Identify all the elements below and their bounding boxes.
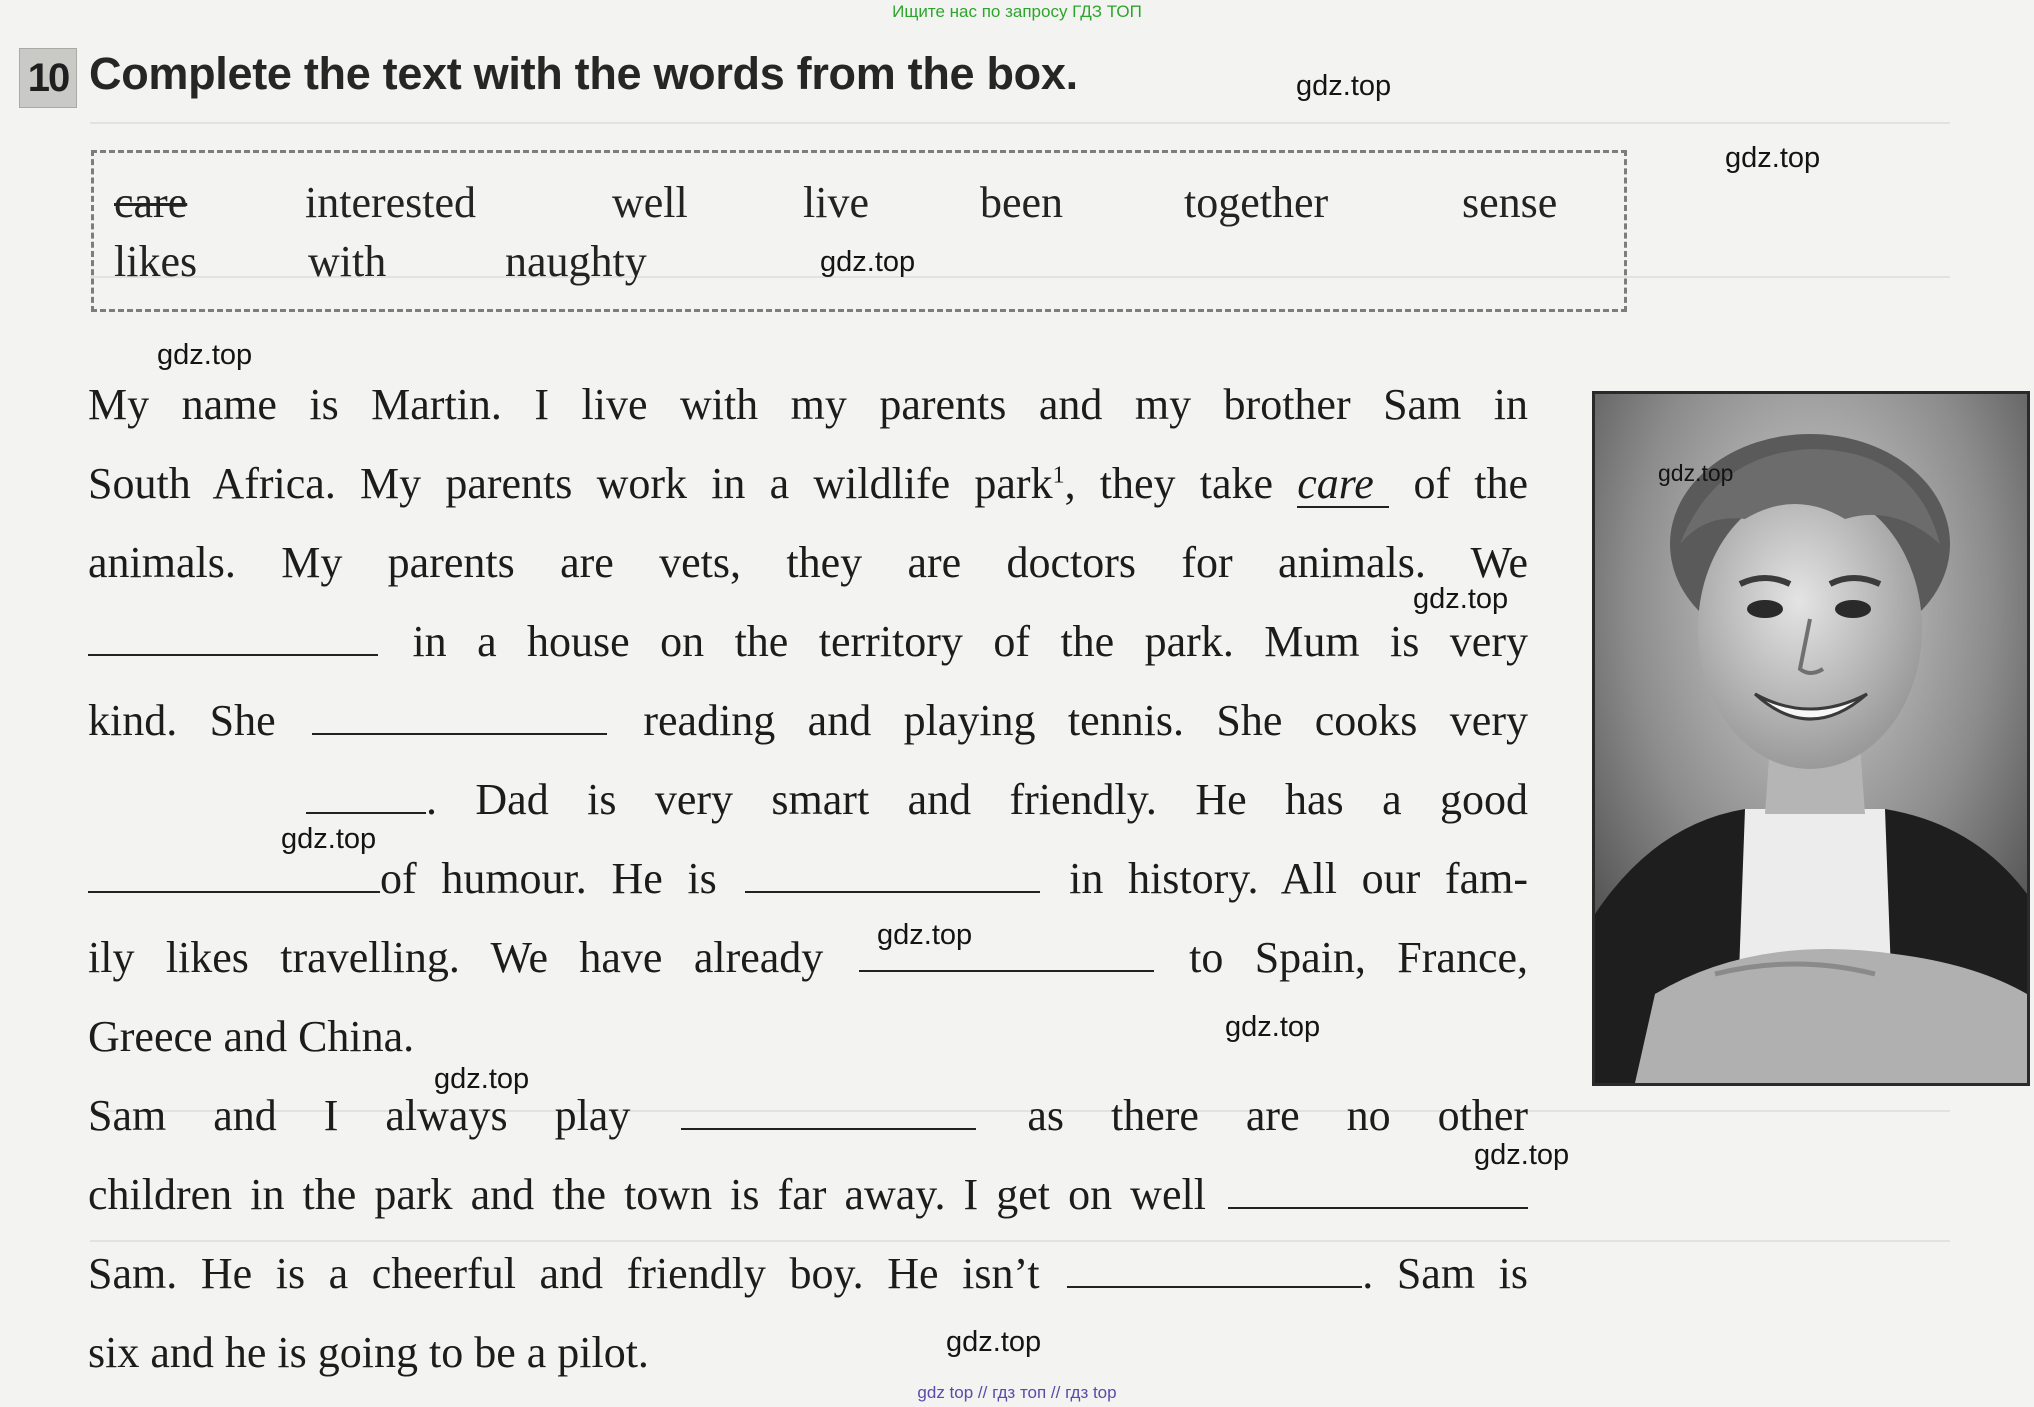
- exercise-instruction: Complete the text with the words from the box.: [89, 48, 1078, 99]
- word-box-word: together: [1184, 178, 1329, 227]
- background-line: [90, 122, 1950, 124]
- word-box-word: with: [308, 237, 387, 286]
- watermark: gdz.top: [1474, 1139, 1570, 1171]
- text-line: kind. She reading and playing tennis. She cooks very: [88, 696, 1528, 745]
- text-line: six and he is going to be a pilot.: [88, 1328, 649, 1377]
- boy-photo-illustration: [1595, 394, 2027, 1083]
- word-box-word: likes: [114, 237, 198, 286]
- text-line: Sam and I always play as there are no other: [88, 1091, 1529, 1140]
- answer-blank[interactable]: [859, 962, 1154, 972]
- word-box: [91, 150, 1627, 312]
- watermark: gdz.top: [281, 823, 377, 855]
- filled-answer: care: [1297, 462, 1389, 508]
- word-box-word: naughty: [505, 237, 647, 286]
- watermark: gdz.top: [1658, 460, 1734, 486]
- answer-blank[interactable]: [1228, 1199, 1528, 1209]
- bottom-banner[interactable]: gdz top // гдз топ // гдз top: [917, 1383, 1117, 1402]
- text-line: animals. My parents are vets, they are doctors for animals. We: [88, 538, 1528, 587]
- text-line: of humour. He is in history. All our fam-: [88, 857, 1528, 901]
- watermark: gdz.top: [434, 1063, 530, 1095]
- watermark: gdz.top: [1296, 70, 1392, 102]
- watermark: gdz.top: [877, 919, 973, 951]
- word-box-word: interested: [305, 178, 477, 227]
- background-line: [90, 1240, 1950, 1242]
- footnote-marker: 1: [1052, 462, 1065, 489]
- text-line: Sam. He is a cheerful and friendly boy. He isn’t . Sam is: [88, 1249, 1529, 1298]
- watermark: gdz.top: [946, 1326, 1042, 1358]
- watermark: gdz.top: [1413, 583, 1509, 615]
- watermark: gdz.top: [157, 339, 253, 371]
- watermark: gdz.top: [820, 246, 916, 278]
- word-box-word: sense: [1462, 178, 1558, 227]
- answer-blank[interactable]: [312, 725, 607, 735]
- answer-blank[interactable]: [88, 883, 380, 893]
- word-box-word: well: [612, 178, 688, 227]
- answer-blank[interactable]: [88, 646, 378, 656]
- word-box-word: live: [803, 178, 869, 227]
- answer-blank[interactable]: [681, 1120, 976, 1130]
- text-line: . Dad is very smart and friendly. He has a good: [88, 778, 1528, 822]
- boy-photo: [1592, 391, 2030, 1086]
- word-box-word: been: [980, 178, 1064, 227]
- text-line: South Africa. My parents work in a wildlife park$^1$, they take care of the: [88, 459, 1529, 508]
- text-line: My name is Martin. I live with my parents and my brother Sam in: [88, 380, 1528, 429]
- word-box-word-care: care: [114, 178, 188, 227]
- answer-blank[interactable]: [1067, 1278, 1362, 1288]
- answer-blank[interactable]: [306, 804, 426, 814]
- watermark: gdz.top: [1725, 142, 1821, 174]
- text-line: in a house on the territory of the park. Mum is very: [88, 620, 1528, 664]
- exercise-number: 10: [19, 48, 77, 108]
- watermark: gdz.top: [1225, 1011, 1321, 1043]
- text-line: children in the park and the town is far away. I get on well: [88, 1173, 1528, 1217]
- text-line: ily likes travelling. We have already to Spain, France,: [88, 933, 1529, 982]
- text-line: Greece and China.: [88, 1012, 415, 1061]
- answer-blank[interactable]: [745, 883, 1040, 893]
- top-banner[interactable]: Ищите нас по запросу ГДЗ ТОП: [892, 2, 1142, 21]
